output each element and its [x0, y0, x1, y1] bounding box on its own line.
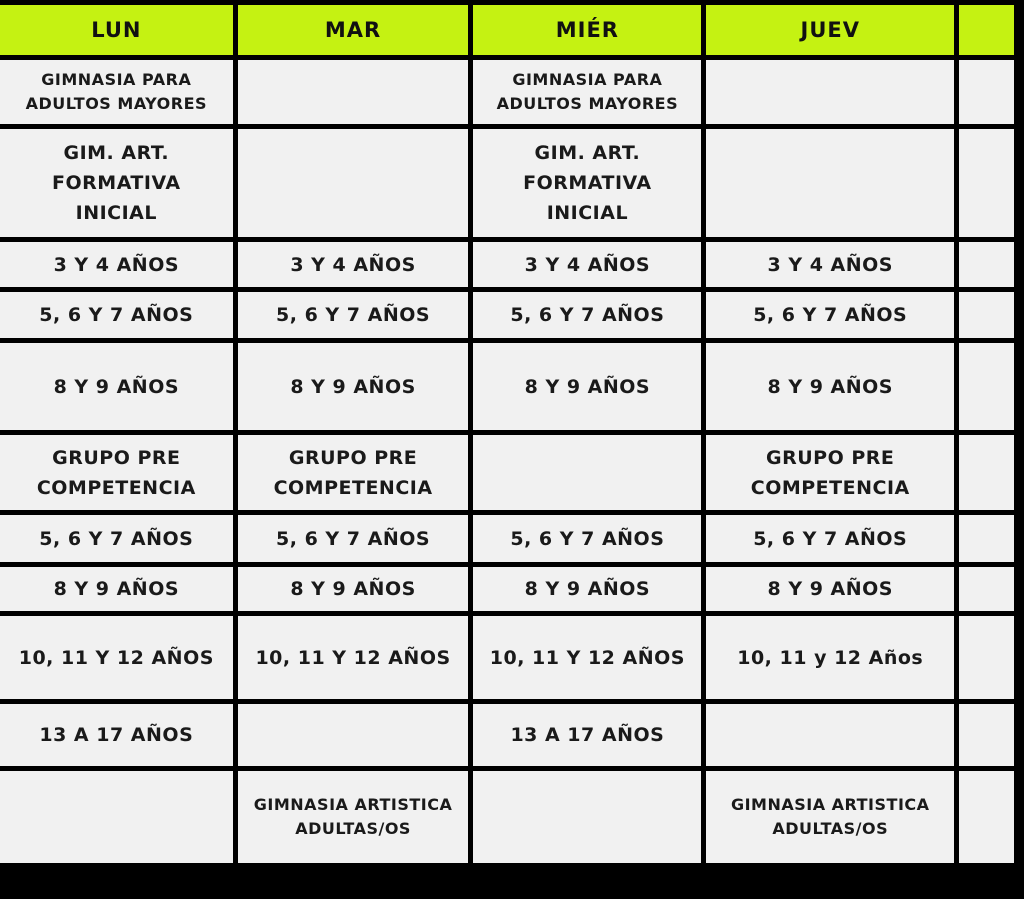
schedule-cell: GIMNASIA ARTISTICA ADULTAS/OS — [238, 771, 469, 863]
schedule-cell: 8 Y 9 AÑOS — [0, 567, 233, 611]
schedule-cell — [959, 242, 1014, 287]
schedule-cell — [959, 515, 1014, 562]
schedule-cell: GRUPO PRE COMPETENCIA — [238, 435, 469, 510]
schedule-cell: GIM. ART. FORMATIVA INICIAL — [0, 129, 233, 237]
schedule-cell: GIMNASIA PARA ADULTOS MAYORES — [473, 60, 701, 124]
table-row — [0, 616, 1014, 699]
table-row — [0, 771, 1014, 863]
schedule-cell — [473, 435, 701, 510]
schedule-cell — [959, 292, 1014, 338]
schedule-cell: 10, 11 y 12 Años — [706, 616, 954, 699]
schedule-cell — [959, 704, 1014, 766]
schedule-cell — [959, 60, 1014, 124]
schedule-cell — [959, 129, 1014, 237]
schedule-cell — [959, 616, 1014, 699]
table-row — [0, 515, 1014, 562]
schedule-cell — [238, 704, 469, 766]
schedule-cell: 5, 6 Y 7 AÑOS — [706, 515, 954, 562]
schedule-cell: 8 Y 9 AÑOS — [706, 567, 954, 611]
schedule-cell — [959, 435, 1014, 510]
schedule-cell: 5, 6 Y 7 AÑOS — [0, 292, 233, 338]
table-row — [0, 343, 1014, 430]
schedule-cell — [959, 567, 1014, 611]
table-row — [0, 60, 1014, 124]
schedule-cell: 5, 6 Y 7 AÑOS — [473, 515, 701, 562]
day-header-tuesday: MAR — [238, 5, 469, 55]
schedule-cell: 8 Y 9 AÑOS — [473, 567, 701, 611]
schedule-cell: 5, 6 Y 7 AÑOS — [238, 292, 469, 338]
schedule-cell — [706, 704, 954, 766]
schedule-cell — [238, 129, 469, 237]
schedule-cell: 3 Y 4 AÑOS — [0, 242, 233, 287]
schedule-cell: 5, 6 Y 7 AÑOS — [473, 292, 701, 338]
schedule-cell: 10, 11 Y 12 AÑOS — [473, 616, 701, 699]
day-header-row — [0, 5, 1014, 55]
schedule-cell — [959, 343, 1014, 430]
table-row — [0, 129, 1014, 237]
schedule-cell: 8 Y 9 AÑOS — [238, 567, 469, 611]
table-row — [0, 704, 1014, 766]
schedule-cell: 5, 6 Y 7 AÑOS — [0, 515, 233, 562]
schedule-cell: 5, 6 Y 7 AÑOS — [706, 292, 954, 338]
schedule-cell — [959, 771, 1014, 863]
table-row — [0, 242, 1014, 287]
schedule-cell: 10, 11 Y 12 AÑOS — [238, 616, 469, 699]
schedule-cell: 8 Y 9 AÑOS — [706, 343, 954, 430]
schedule-cell: 8 Y 9 AÑOS — [473, 343, 701, 430]
schedule-cell: 8 Y 9 AÑOS — [238, 343, 469, 430]
day-header-thursday: JUEV — [706, 5, 954, 55]
schedule-cell — [706, 60, 954, 124]
schedule-cell: 13 A 17 AÑOS — [0, 704, 233, 766]
table-row — [0, 292, 1014, 338]
schedule-cell — [706, 129, 954, 237]
schedule-cell — [238, 60, 469, 124]
schedule-cell: 3 Y 4 AÑOS — [238, 242, 469, 287]
schedule-cell: GRUPO PRE COMPETENCIA — [0, 435, 233, 510]
schedule-cell — [473, 771, 701, 863]
day-header-wednesday: MIÉR — [473, 5, 701, 55]
schedule-cell: GIMNASIA ARTISTICA ADULTAS/OS — [706, 771, 954, 863]
day-header-friday — [959, 5, 1014, 55]
day-header-monday: LUN — [0, 5, 233, 55]
table-row — [0, 567, 1014, 611]
schedule-cell — [0, 771, 233, 863]
schedule-cell: 13 A 17 AÑOS — [473, 704, 701, 766]
schedule-cell: GIM. ART. FORMATIVA INICIAL — [473, 129, 701, 237]
schedule-cell: 5, 6 Y 7 AÑOS — [238, 515, 469, 562]
schedule-cell: GIMNASIA PARA ADULTOS MAYORES — [0, 60, 233, 124]
schedule-cell: 3 Y 4 AÑOS — [473, 242, 701, 287]
schedule-cell: 10, 11 Y 12 AÑOS — [0, 616, 233, 699]
table-row — [0, 435, 1014, 510]
schedule-cell: 3 Y 4 AÑOS — [706, 242, 954, 287]
schedule-cell: GRUPO PRE COMPETENCIA — [706, 435, 954, 510]
schedule-cell: 8 Y 9 AÑOS — [0, 343, 233, 430]
